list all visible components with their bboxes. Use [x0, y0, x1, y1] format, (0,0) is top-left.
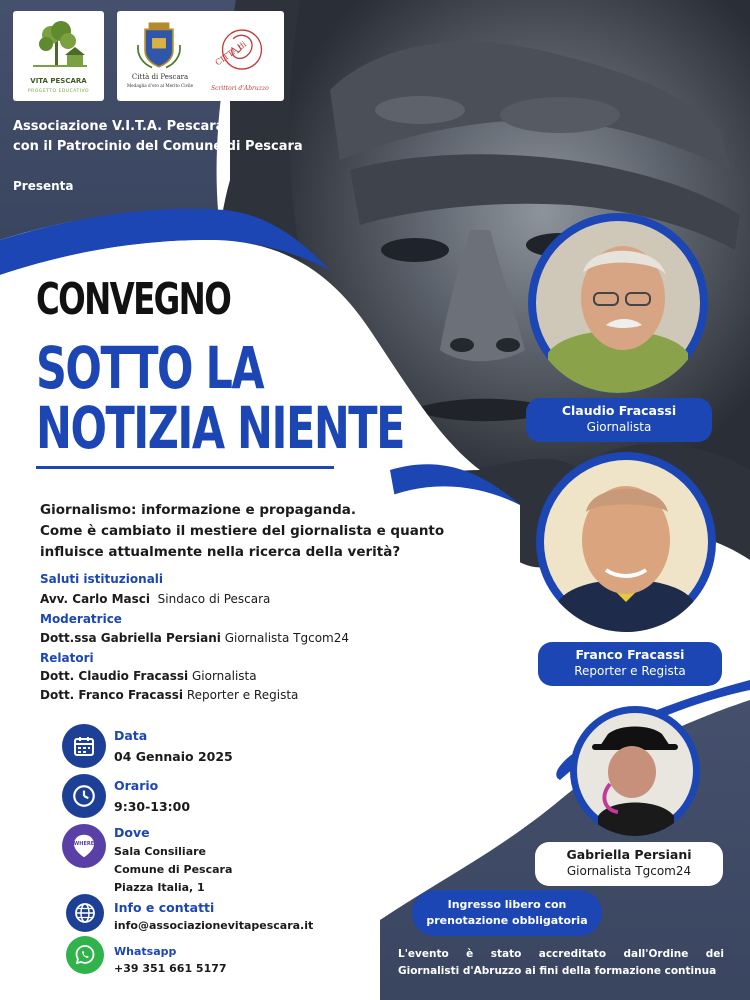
event-title-line2: NOTIZIA NIENTE — [36, 394, 404, 462]
speaker-2-photo — [536, 452, 716, 632]
contatti-email-link[interactable]: info@associazionevitapescara.it — [114, 919, 314, 932]
relatore-1 — [40, 669, 257, 683]
relatore-2 — [40, 688, 298, 702]
data-label: Data — [114, 728, 148, 743]
ingresso-line1: Ingresso libero con — [447, 898, 567, 911]
calendar-icon — [62, 724, 106, 768]
data-value: 04 Gennaio 2025 — [114, 749, 233, 764]
vita-logo-tagline: PROGETTO EDUCATIVO — [27, 89, 90, 94]
orario-label: Orario — [114, 778, 159, 793]
moderatrice-heading: Moderatrice — [40, 612, 122, 626]
whatsapp-label: Whatsapp — [114, 945, 177, 958]
tree-house-icon — [13, 11, 104, 101]
speaker-3-role: Giornalista Tgcom24 — [566, 864, 692, 878]
saluti-heading: Saluti istituzionali — [40, 572, 164, 586]
accreditation-line1: L'evento è stato accreditato dall'Ordine dei — [398, 948, 724, 960]
clock-icon — [62, 774, 106, 818]
speaker-1-role: Giornalista — [586, 420, 652, 434]
event-question — [40, 500, 480, 563]
saluti-name: Avv. Carlo Masci — [40, 592, 151, 606]
relatore-2-name: Dott. Franco Fracassi — [40, 688, 183, 702]
comune-logo-name: Città di Pescara — [131, 73, 189, 81]
question-line2: Come è cambiato il mestiere del giornalista e quanto — [40, 523, 445, 539]
speaker-3-nameplate — [535, 842, 723, 886]
speaker-1-photo — [528, 213, 708, 393]
speaker-1-nameplate — [526, 398, 712, 442]
contatti-label: Info e contatti — [114, 900, 215, 915]
pescara-coat-of-arms-icon — [133, 19, 185, 71]
dove-label: Dove — [114, 825, 150, 840]
speaker-portrait-icon — [528, 213, 708, 393]
event-title-line1: SOTTO LA — [36, 334, 264, 402]
relatori-heading: Relatori — [40, 651, 94, 665]
accreditation-note — [398, 946, 724, 980]
organizer-line: Associazione V.I.T.A. Pescara — [13, 119, 225, 134]
saluti-person — [40, 592, 270, 606]
question-line1: Giornalismo: informazione e propaganda. — [40, 502, 357, 518]
location-pin-icon — [62, 824, 106, 868]
title-underline — [36, 466, 334, 469]
whatsapp-icon — [66, 936, 104, 974]
citta-di-script: Scrittori d'Abruzzo — [211, 85, 269, 92]
speaker-portrait-icon — [570, 706, 700, 836]
vita-logo — [13, 11, 104, 101]
moderatrice-person — [40, 631, 349, 645]
vita-logo-name: VITA PESCARA — [30, 77, 87, 85]
patronage-line: con il Patrocinio del Comune di Pescara — [13, 139, 303, 154]
question-line3: influisce attualmente nella ricerca della verità? — [40, 544, 401, 560]
moderatrice-name: Dott.ssa Gabriella Persiani — [40, 631, 221, 645]
speaker-2-name: Franco Fracassi — [575, 647, 685, 662]
saluti-role: Sindaco di Pescara — [157, 592, 271, 606]
accreditation-line2: Giornalisti d'Abruzzo ai fini della formazione continua — [398, 965, 717, 977]
orario-value: 9:30-13:00 — [114, 799, 191, 814]
ingresso-badge — [412, 890, 602, 936]
presenta-label: Presenta — [13, 179, 74, 193]
dove-line2: Comune di Pescara — [114, 863, 233, 876]
speaker-3-photo — [570, 706, 700, 836]
citta-di-text: CITTÀ di — [213, 39, 249, 68]
comune-logos — [117, 11, 284, 101]
dove-line1: Sala Consiliare — [114, 845, 206, 858]
whatsapp-number: +39 351 661 5177 — [114, 962, 227, 975]
relatore-1-name: Dott. Claudio Fracassi — [40, 669, 189, 683]
event-kicker: CONVEGNO — [36, 274, 231, 325]
where-icon-text: WHERE — [73, 841, 95, 847]
relatore-1-role: Giornalista — [191, 669, 257, 683]
speaker-portrait-icon — [536, 452, 716, 632]
speaker-1-name: Claudio Fracassi — [561, 403, 677, 418]
relatore-2-role: Reporter e Regista — [186, 688, 299, 702]
speaker-2-nameplate — [538, 642, 722, 686]
comune-logo-subtitle: Medaglia d'oro al Merito Civile — [126, 83, 194, 88]
speaker-3-name: Gabriella Persiani — [566, 847, 692, 862]
moderatrice-role: Giornalista Tgcom24 — [224, 631, 349, 645]
dove-line3: Piazza Italia, 1 — [114, 881, 205, 894]
ingresso-line2: prenotazione obbligatoria — [426, 914, 588, 927]
globe-icon — [66, 894, 104, 932]
speaker-2-role: Reporter e Regista — [574, 664, 686, 678]
